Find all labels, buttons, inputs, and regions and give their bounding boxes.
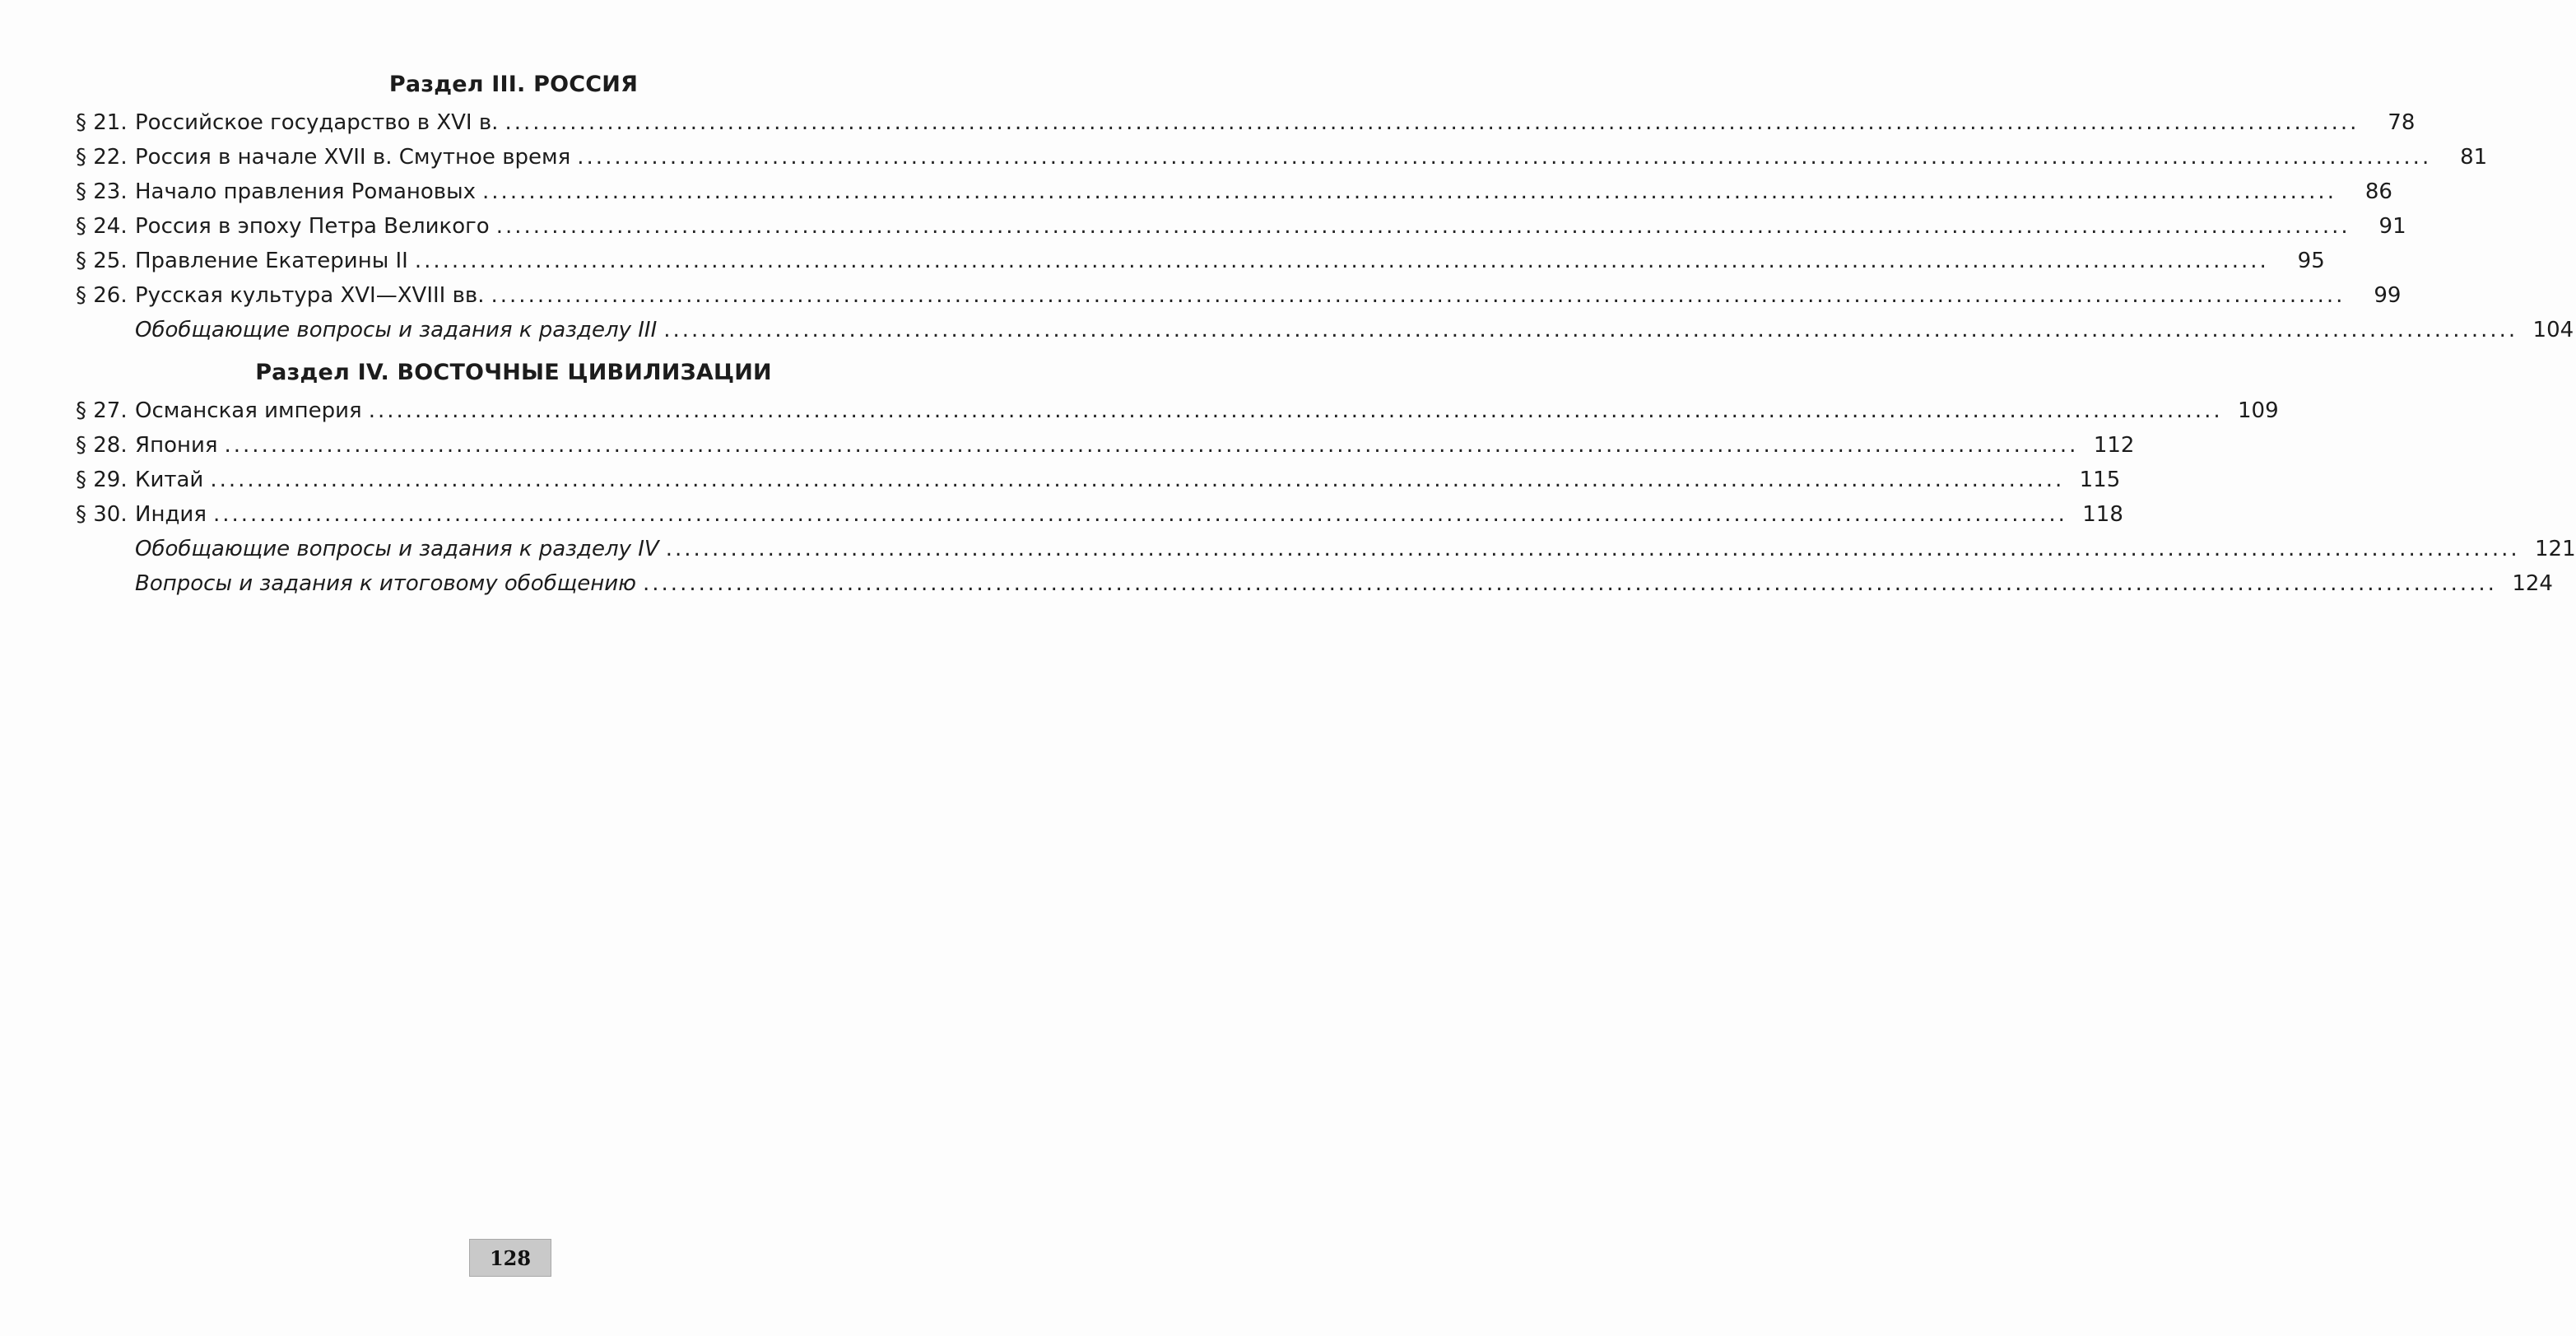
entry-page: 95 [2297,249,2325,273]
page-number: 128 [469,1239,551,1277]
entry-page: 118 [2082,502,2123,527]
entry-number: § 23. [76,179,128,204]
toc-entry [76,209,2406,244]
toc-entry [76,105,2416,140]
entry-page: 99 [2374,283,2402,308]
dot-leader: ........................................................................................................................................................................................................ [665,537,2520,561]
section-title: Раздел III. РОССИЯ [388,72,639,97]
toc-entry-summary [76,566,2553,601]
entry-page: 124 [2512,571,2553,596]
toc-entry-summary [76,313,2574,347]
dot-leader: ........................................................................................................................................................................................................ [643,571,2497,596]
entry-title: Османская империя [135,398,362,423]
table-of-contents [76,64,2576,601]
entry-title: Вопросы и задания к итоговому обобщению [135,571,637,596]
toc-entry [76,393,2279,428]
entry-title: Россия в эпоху Петра Великого [135,214,490,239]
entry-number: § 27. [76,398,128,423]
toc-entry [76,140,2488,175]
entry-page: 109 [2238,398,2279,423]
toc-entry [76,175,2392,209]
entry-number: § 24. [76,214,128,239]
entry-title: Индия [135,502,207,527]
entry-title: Обобщающие вопросы и задания к разделу IV [135,537,659,561]
entry-number: § 22. [76,145,128,170]
dot-leader: ........................................................................................................................................................................................................ [482,179,2337,204]
entry-number: § 25. [76,249,128,273]
entry-title: Обобщающие вопросы и задания к разделу III [135,318,658,342]
entry-number: § 21. [76,110,128,135]
entry-page: 86 [2364,179,2392,204]
entry-page: 78 [2388,110,2416,135]
section-title: Раздел IV. ВОСТОЧНЫЕ ЦИВИЛИЗАЦИИ [255,360,772,385]
dot-leader: ........................................................................................................................................................................................................ [368,398,2223,423]
dot-leader: ........................................................................................................................................................................................................ [414,249,2269,273]
entry-page: 121 [2534,537,2576,561]
entry-title: Российское государство в XVI в. [135,110,499,135]
entry-title: Россия в начале XVII в. Смутное время [135,145,571,170]
dot-leader: ........................................................................................................................................................................................................ [663,318,2518,342]
entry-title: Правление Екатерины II [135,249,408,273]
entry-number: § 26. [76,283,128,308]
entry-title: Начало правления Романовых [135,179,477,204]
entry-page: 91 [2378,214,2406,239]
toc-entry [76,497,2123,532]
toc-entry [76,463,2121,497]
entry-number: § 28. [76,433,128,458]
dot-leader: ........................................................................................................................................................................................................ [224,433,2079,458]
entry-number: § 29. [76,468,128,492]
dot-leader: ........................................................................................................................................................................................................ [210,468,2065,492]
entry-title: Китай [135,468,204,492]
toc-entry [76,244,2325,278]
dot-leader: ........................................................................................................................................................................................................ [505,110,2360,135]
dot-leader: ........................................................................................................................................................................................................ [577,145,2432,170]
dot-leader: ........................................................................................................................................................................................................ [212,502,2067,527]
toc-entry [76,428,2135,463]
entry-title: Русская культура XVI—XVIII вв. [135,283,485,308]
entry-page: 104 [2532,318,2574,342]
entry-page: 81 [2460,145,2488,170]
entry-page: 115 [2079,468,2121,492]
entry-title: Япония [135,433,218,458]
entry-number: § 30. [76,502,128,527]
toc-entry-summary [76,532,2576,566]
toc-entry [76,278,2402,313]
dot-leader: ........................................................................................................................................................................................................ [495,214,2350,239]
entry-page: 112 [2093,433,2135,458]
dot-leader: ........................................................................................................................................................................................................ [491,283,2346,308]
